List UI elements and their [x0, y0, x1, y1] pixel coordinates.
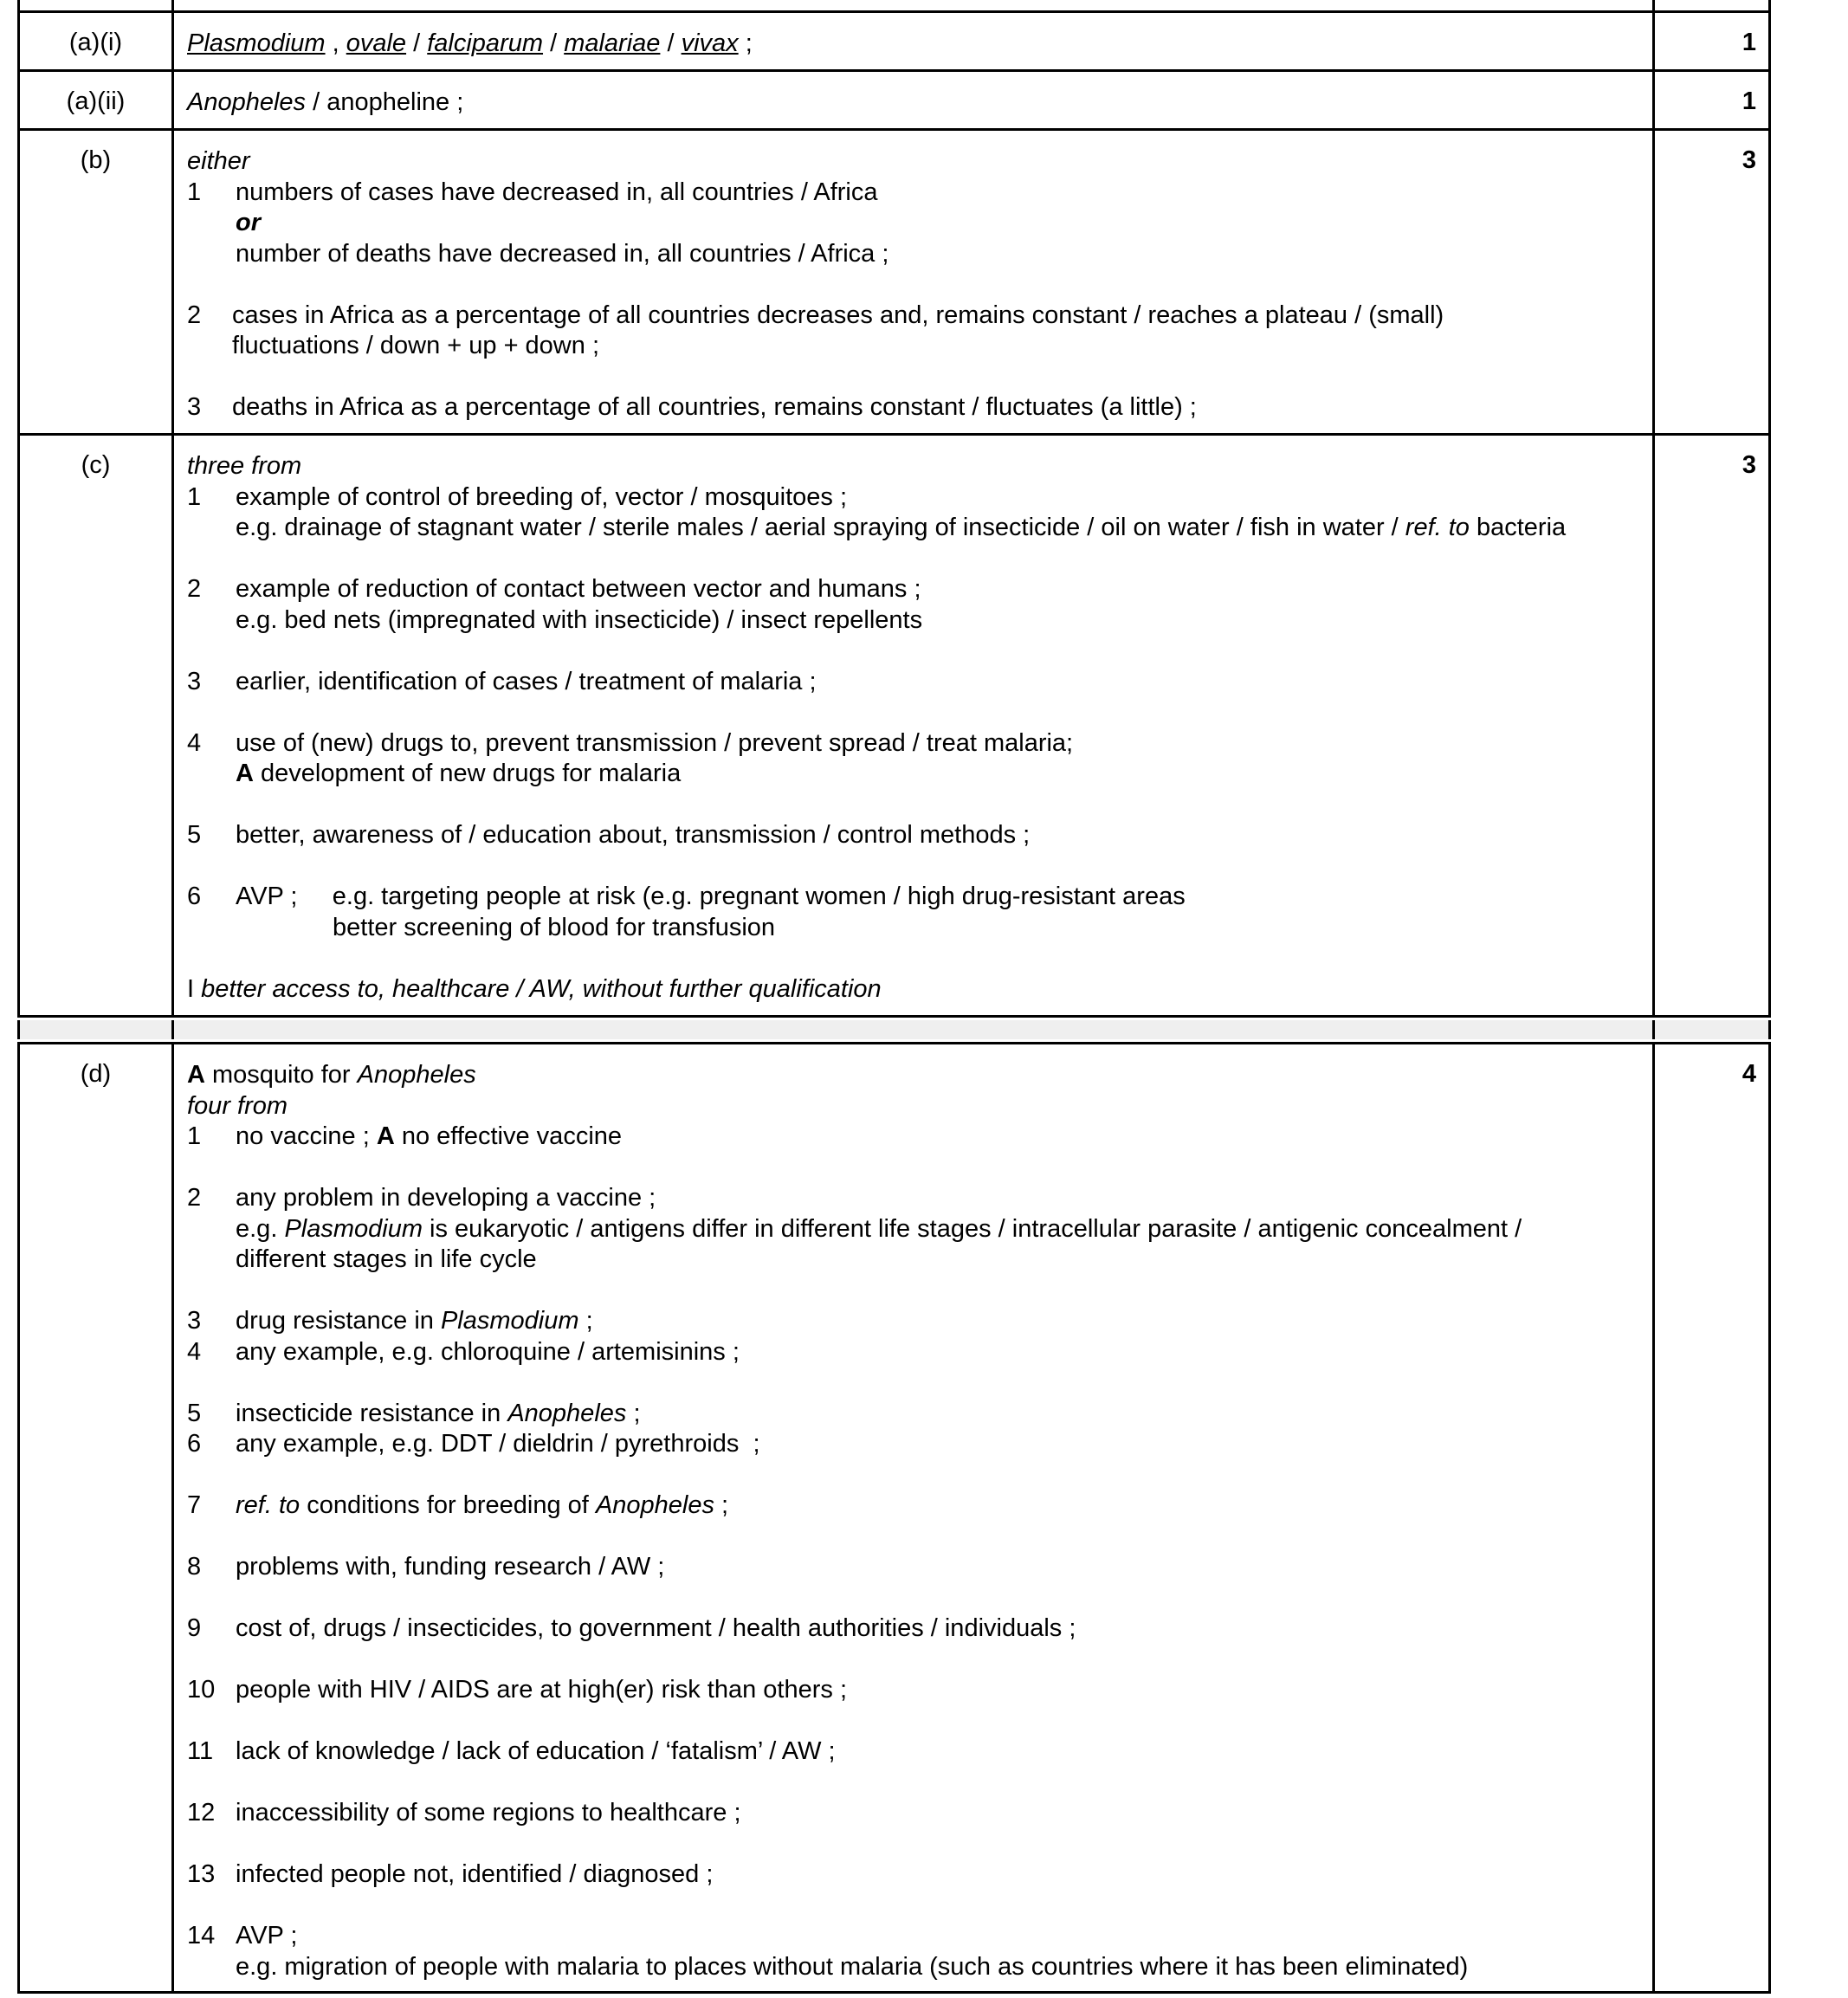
table-row [20, 436, 1768, 1015]
answer-term: falciparum [427, 29, 544, 57]
answer-cell: Plasmodium , ovale / falciparum / malariae / vivax ; [174, 13, 1655, 69]
answer-cell: three from 1 example of control of breeding of, vector / mosquitoes ; e.g. drainage of stagnant water / sterile males / aerial spraying of insecticide / oil on water / fish in water / ref. to bacteria 2 example of reduction of contact between vector and humans ; e.g. bed nets (impregnated with insecticide) / insect repellents 3 earlier, identification of cases / treatment of malaria ; 4 use of (new) drugs to, prevent transmission / prevent spread / treat malaria; A development of new drugs for malaria 5 better, awareness of / education about, transmission / control methods ; 6 AVP ; e.g. targeting people at risk (e.g. pregnant women / high drug-resistant areas better screening of blood for transfusion I better access to, healthcare / AW, without further qualification [174, 436, 1655, 1015]
table-row [20, 131, 1768, 436]
question-number: (b) [20, 131, 174, 433]
answer-cell: either 1 numbers of cases have decreased in, all countries / Africa or number of deaths have decreased in, all countries / Africa ; 2 cases in Africa as a percentage of all countries decreases and, remains constant / reaches a plateau / (small) fluctuations / down + up + down ; 3 deaths in Africa as a percentage of all countries, remains constant / fluctuates (a little) ; [174, 131, 1655, 433]
question-number: (a)(ii) [20, 72, 174, 128]
question-number: (c) [20, 436, 174, 1015]
answer-term: Plasmodium [187, 29, 326, 57]
answer-term: malariae [564, 29, 661, 57]
marks-cell: 3 [1741, 146, 1756, 174]
marks-cell: 1 [1741, 87, 1756, 115]
answer-term: ovale [346, 29, 407, 57]
marks-cell: 4 [1741, 1060, 1756, 1088]
table-row [20, 1044, 1768, 1991]
question-number: (a)(i) [20, 13, 174, 69]
page-break-strip [17, 1020, 1771, 1039]
table-row [20, 13, 1768, 72]
question-number: (d) [20, 1044, 174, 1991]
mark-scheme-table-1 [17, 10, 1771, 1018]
marks-cell: 3 [1741, 451, 1756, 479]
mark-scheme-table-2 [17, 1042, 1771, 1994]
table-row [20, 72, 1768, 131]
answer-cell: Anopheles / anopheline ; [174, 72, 1655, 128]
marks-cell: 1 [1741, 29, 1756, 56]
answer-term: vivax [681, 29, 739, 57]
answer-cell: A mosquito for Anopheles four from 1 no vaccine ; A no effective vaccine 2 any problem in developing a vaccine ; e.g. Plasmodium is eukaryotic / antigens differ in different life stages / intracellular parasite / antigenic concealment / different stages in life cycle 3 drug resistance in Plasmodium ; 4 any example, e.g. chloroquine / artemisinins ; 5 insecticide resistance in Anopheles ; 6 any example, e.g. DDT / dieldrin / pyrethroids ; 7 ref. to conditions for breeding of Anopheles ; 8 problems with, funding research / AW ; 9 cost of, drugs / insecticides, to government / health authorities / individuals ; 10 people with HIV / AIDS are at high(er) risk than others ; 11 lack of knowledge / lack of education / ‘fatalism’ / AW ; 12 inaccessibility of some regions to healthcare ; 13 infected people not, identified / diagnosed ; 14 AVP ; e.g. migration of people with malaria to places without malaria (such as countries where it has been eliminated) [174, 1044, 1655, 1991]
